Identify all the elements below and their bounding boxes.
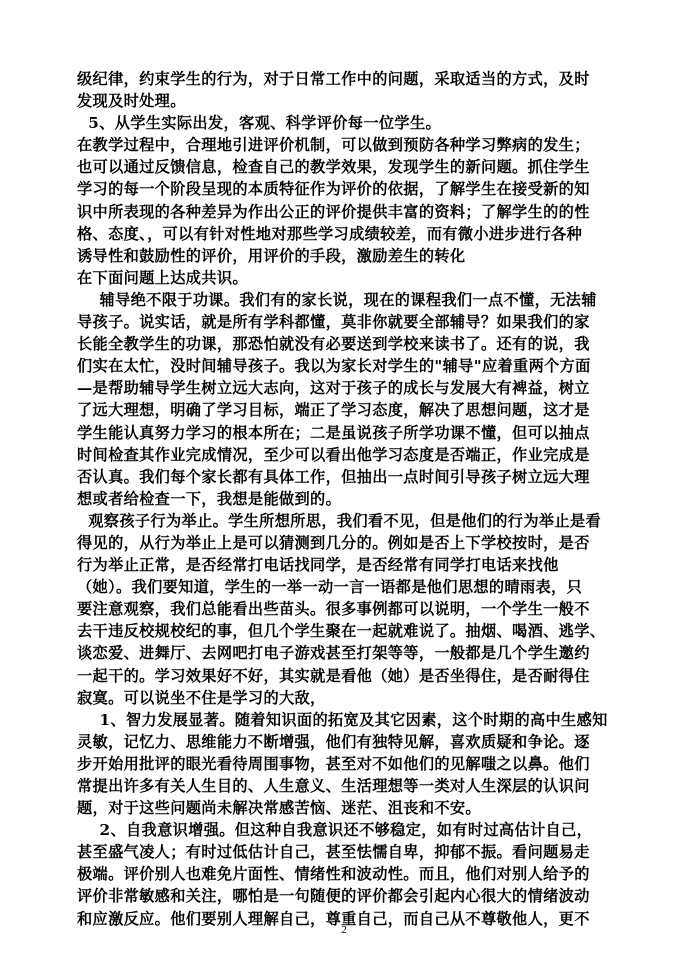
text-line: 步开始用批评的眼光看待周围事物，甚至对不如他们的见解嗤之以鼻。他们 — [77, 754, 590, 773]
text-line: 2、自我意识增强。但这种自我意识还不够稳定，如有时过高估计自己， — [77, 821, 593, 840]
text-line: 评价非常敏感和关注，哪怕是一句随便的评价都会引起内心很大的情绪波动 — [77, 887, 590, 906]
text-line: 否认真。我们每个家长都有具体工作，但抽出一点时间引导孩子树立远大理 — [77, 467, 590, 486]
text-line: 得见的，从行为举止上是可以猜测到几分的。例如是否上下学校按时，是否 — [77, 533, 590, 552]
text-line: 谈恋爱、进舞厅、去网吧打电子游戏甚至打架等等，一般都是几个学生邀约 — [77, 644, 590, 663]
text-line: 在下面问题上达成共识。 — [77, 268, 248, 287]
text-line: 去干违反校规校纪的事，但几个学生聚在一起就难说了。抽烟、喝酒、逃学、 — [77, 622, 606, 641]
text-line: 们实在太忙，没时间辅导孩子。我以为家长对学生的"辅导"应着重两个方面 — [77, 357, 591, 376]
text-line: 常提出许多有关人生目的、人生意义、生活理想等一类对人生深层的认识问 — [77, 777, 590, 795]
text-line: 长能全教学生的功课，那恐怕就没有必要送到学校来读书了。还有的说，我 — [77, 335, 590, 354]
text-line: 寂寞。可以说坐不住是学习的大敌， — [77, 688, 326, 707]
text-line: 和应激反应。他们要别人理解自己，尊重自己，而自己从不尊敬他人，更不 — [77, 909, 590, 928]
text-line: 格、态度、，可以有针对性地对那些学习成绩较差，而有微小进步进行各种 — [77, 224, 583, 243]
text-line: 在教学过程中，合理地引进评价机制，可以做到预防各种学习弊病的发生； — [77, 136, 590, 155]
text-line: 学生能认真努力学习的根本所在；二是虽说孩子所学功课不懂，但可以抽点 — [77, 423, 590, 442]
text-line: 诱导性和鼓励性的评价，用评价的手段，激励差生的转化 — [77, 246, 466, 265]
text-line: 行为举止正常，是否经常打电话找同学，是否经常有同学打电话来找他 — [77, 556, 559, 575]
text-line: 甚至盛气凌人；有时过低估计自己，甚至怯懦自卑，抑郁不振。看问题易走 — [77, 843, 590, 862]
text-line: 题，对于这些问题尚未解决常感苦恼、迷茫、沮丧和不安。 — [77, 799, 481, 818]
body-text — [77, 68, 617, 930]
text-line: 识中所表现的各种差异为作出公正的评价提供丰富的资料；了解学生的的性 — [77, 202, 590, 221]
text-line: 也可以通过反馈信息，检查自己的教学效果，发现学生的新问题。抓住学生 — [77, 158, 590, 177]
text-line: 级纪律，约束学生的行为，对于日常工作中的问题，采取适当的方式，及时 — [77, 70, 590, 88]
text-line: 导孩子。说实话，就是所有学科都懂，莫非你就要全部辅导？如果我们的家 — [77, 313, 590, 332]
text-line: （她）。我们要知道，学生的一举一动一言一语都是他们思想的晴雨表，只 — [77, 578, 583, 597]
section-heading: 5、从学生实际出发，客观、科学评价每一位学生。 — [77, 114, 442, 133]
text-line: 辅导绝不限于功课。我们有的家长说，现在的课程我们一点不懂，无法辅 — [77, 290, 597, 309]
text-line: 学习的每一个阶段呈现的本质特征作为评价的依据，了解学生在接受新的知 — [77, 180, 590, 199]
text-line: 灵敏，记忆力、思维能力不断增强，他们有独特见解，喜欢质疑和争论。逐 — [77, 732, 590, 751]
text-line: 极端。评价别人也难免片面性、情绪性和波动性。而且，他们对别人给予的 — [77, 865, 590, 884]
text-line: 时间检查其作业完成情况，至少可以看出他学习态度是否端正，作业完成是 — [77, 445, 590, 464]
text-line: 一起干的。学习效果好不好，其实就是看他（她）是否坐得住，是否耐得住 — [77, 666, 590, 685]
text-line: 观察孩子行为举止。学生所想所思，我们看不见，但是他们的行为举止是看 — [77, 511, 602, 530]
text-line: 发现及时处理。 — [77, 92, 186, 111]
text-line: 1、智力发展显著。随着知识面的拓宽及其它因素，这个时期的高中生感知 — [77, 710, 608, 729]
text-line: —是帮助辅导学生树立远大志向，这对于孩子的成长与发展大有裨益，树立 — [77, 379, 590, 398]
page-number: 2 — [341, 924, 347, 936]
text-line: 要注意观察，我们总能看出些苗头。很多事例都可以说明，一个学生一般不 — [77, 600, 590, 619]
text-line: 了远大理想，明确了学习目标，端正了学习态度，解决了思想问题，这才是 — [77, 401, 590, 420]
text-line: 想或者给检查一下，我想是能做到的。 — [77, 489, 342, 508]
